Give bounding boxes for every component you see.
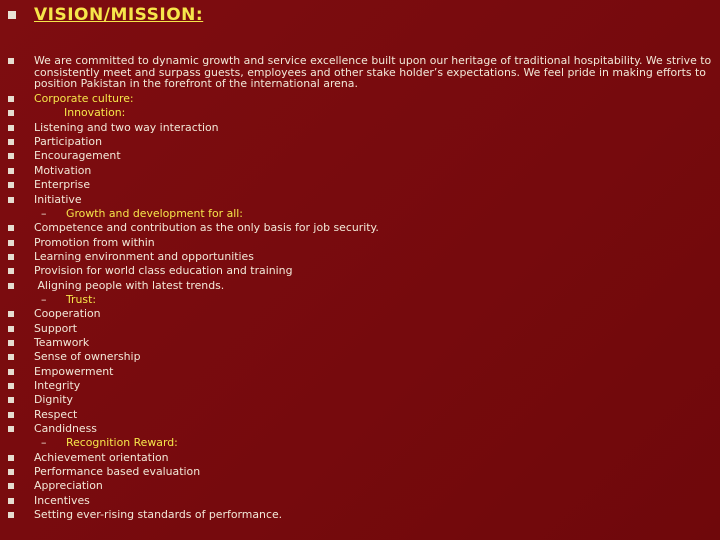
list-item — [8, 149, 713, 163]
bullet-icon — [8, 254, 14, 260]
section-heading-trust: Trust: — [66, 292, 97, 306]
bullet-icon — [8, 197, 14, 203]
bullet-icon — [8, 455, 14, 461]
list-item — [8, 178, 713, 192]
bullet-icon — [8, 11, 16, 19]
list-item-text: Sense of ownership — [34, 350, 141, 364]
list-item-text: Support — [34, 321, 78, 335]
list-item-text: Enterprise — [34, 178, 91, 192]
sub-heading — [8, 293, 713, 307]
list-item-text: Achievement orientation — [34, 450, 169, 464]
list-item — [8, 250, 713, 264]
list-item — [8, 307, 713, 321]
bullet-icon — [8, 153, 14, 159]
list-item — [8, 121, 713, 135]
bullet-icon — [8, 483, 14, 489]
bullet-icon — [8, 225, 14, 231]
list-item — [8, 221, 713, 235]
list-item — [8, 508, 713, 522]
bullet-icon — [8, 340, 14, 346]
bullet-icon — [8, 311, 14, 317]
list-item — [8, 494, 713, 508]
list-item — [8, 193, 713, 207]
list-item — [8, 408, 713, 422]
list-item-text: Incentives — [34, 493, 90, 507]
list-item — [8, 479, 713, 493]
bullet-icon — [8, 283, 14, 289]
list-item — [8, 451, 713, 465]
list-item — [8, 279, 713, 293]
list-item — [8, 365, 713, 379]
intro-paragraph — [8, 55, 713, 90]
content-list — [8, 55, 713, 522]
list-item — [8, 336, 713, 350]
list-item-text: Aligning people with latest trends. — [34, 278, 225, 292]
list-item — [8, 393, 713, 407]
list-item-text: Listening and two way interaction — [34, 120, 219, 134]
bullet-icon — [8, 96, 14, 102]
dash-marker: – — [41, 206, 47, 220]
dash-marker: – — [41, 292, 47, 306]
list-item-text: Competence and contribution as the only basis for job security. — [34, 221, 379, 235]
intro-text: We are committed to dynamic growth and service excellence built upon our heritage of traditional hospitability. We strive to consistently meet and surpass guests, employees and other stake holder’s expectations. We feel pride in making efforts to position Pakistan in the forefront of the international arena. — [34, 54, 712, 91]
list-item-text: Initiative — [34, 192, 82, 206]
list-item — [8, 322, 713, 336]
bullet-icon — [8, 383, 14, 389]
section-heading-recognition: Recognition Reward: — [66, 436, 178, 450]
list-item-text: Performance based evaluation — [34, 465, 201, 479]
list-item — [8, 106, 713, 120]
bullet-icon — [8, 326, 14, 332]
bullet-icon — [8, 182, 14, 188]
bullet-icon — [8, 58, 14, 64]
list-item-text: Appreciation — [34, 479, 103, 493]
list-item-text: Learning environment and opportunities — [34, 249, 254, 263]
bullet-icon — [8, 397, 14, 403]
section-heading-innovation: Innovation: — [64, 106, 126, 120]
sub-heading — [8, 207, 713, 221]
list-item-text: Respect — [34, 407, 78, 421]
list-item-text: Motivation — [34, 163, 92, 177]
bullet-icon — [8, 369, 14, 375]
bullet-icon — [8, 512, 14, 518]
list-item — [8, 135, 713, 149]
page-title: VISION/MISSION: — [34, 5, 204, 25]
bullet-icon — [8, 168, 14, 174]
list-item-text: Provision for world class education and training — [34, 264, 293, 278]
bullet-icon — [8, 469, 14, 475]
bullet-icon — [8, 240, 14, 246]
list-item — [8, 465, 713, 479]
section-heading-growth: Growth and development for all: — [66, 206, 243, 220]
bullet-icon — [8, 268, 14, 274]
title-row — [8, 4, 203, 26]
list-item — [8, 92, 713, 106]
list-item-text: Integrity — [34, 378, 81, 392]
list-item-text: Encouragement — [34, 149, 121, 163]
list-item-text: Dignity — [34, 393, 73, 407]
list-item — [8, 422, 713, 436]
dash-marker: – — [41, 436, 47, 450]
list-item — [8, 379, 713, 393]
list-item-text: Setting ever-rising standards of performance. — [34, 508, 283, 522]
bullet-icon — [8, 412, 14, 418]
bullet-icon — [8, 426, 14, 432]
bullet-icon — [8, 110, 14, 116]
list-item — [8, 164, 713, 178]
list-item — [8, 236, 713, 250]
bullet-icon — [8, 498, 14, 504]
list-item-text: Teamwork — [34, 335, 90, 349]
list-item-text: Promotion from within — [34, 235, 155, 249]
bullet-icon — [8, 125, 14, 131]
list-item-text: Participation — [34, 135, 102, 149]
sub-heading — [8, 436, 713, 450]
list-item-text: Cooperation — [34, 307, 101, 321]
section-heading-corporate-culture: Corporate culture: — [34, 92, 134, 106]
bullet-icon — [8, 354, 14, 360]
list-item — [8, 350, 713, 364]
list-item — [8, 264, 713, 278]
list-item-text: Empowerment — [34, 364, 114, 378]
bullet-icon — [8, 139, 14, 145]
list-item-text: Candidness — [34, 422, 97, 436]
